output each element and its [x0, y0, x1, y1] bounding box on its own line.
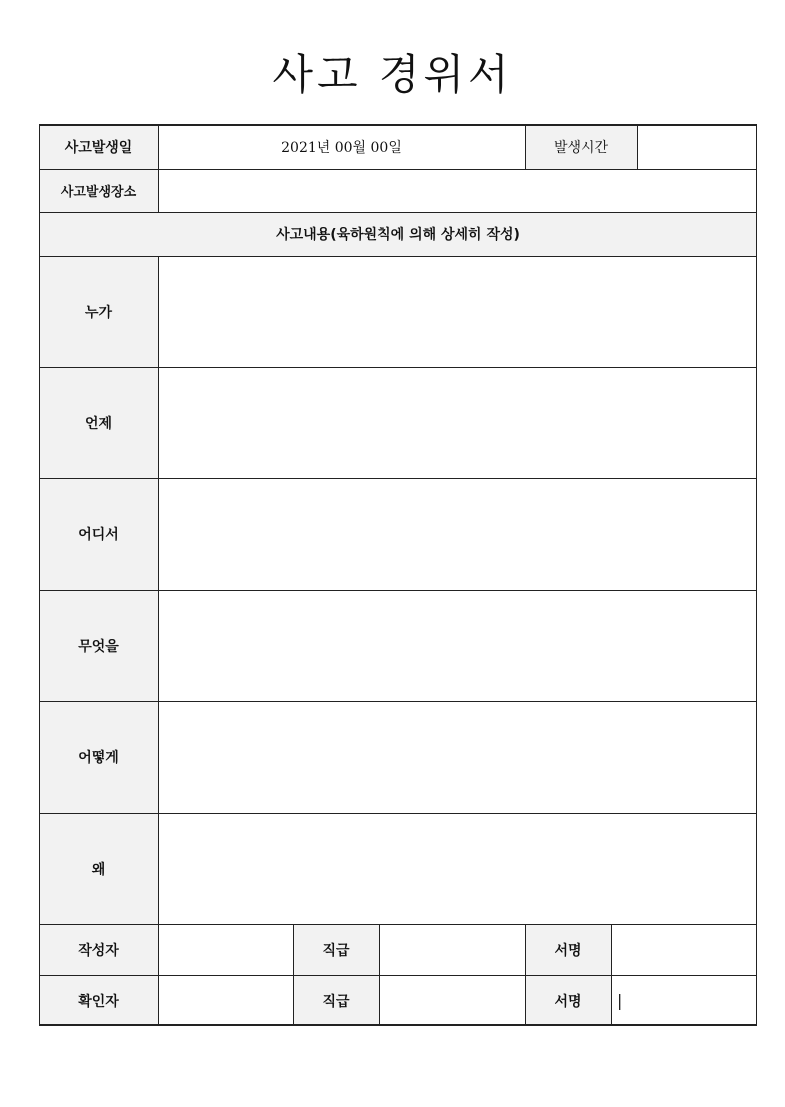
when-label: 언제	[39, 367, 158, 478]
checker-position-label: 직급	[293, 975, 379, 1026]
table-rule	[39, 975, 757, 976]
checker-sign-label: 서명	[525, 975, 611, 1026]
table-rule	[39, 367, 757, 368]
table-rule-vertical	[379, 924, 380, 1026]
time-field[interactable]	[637, 124, 757, 169]
where-label: 어디서	[39, 478, 158, 590]
writer-field[interactable]	[158, 924, 293, 975]
table-rule-vertical	[525, 124, 526, 169]
time-label: 발생시간	[525, 124, 637, 169]
place-field[interactable]	[158, 169, 757, 212]
checker-field[interactable]	[158, 975, 293, 1026]
who-label: 누가	[39, 256, 158, 367]
table-border-right	[756, 124, 757, 1026]
content-section-heading: 사고내용(육하원칙에 의해 상세히 작성)	[39, 212, 757, 256]
table-rule	[39, 924, 757, 925]
table-rule	[39, 813, 757, 814]
table-rule-vertical	[525, 924, 526, 1026]
writer-sign-label: 서명	[525, 924, 611, 975]
why-field[interactable]	[158, 813, 757, 924]
where-field[interactable]	[158, 478, 757, 590]
what-label: 무엇을	[39, 590, 158, 701]
document-title: 사고 경위서	[272, 50, 513, 99]
table-rule	[39, 212, 757, 213]
what-field[interactable]	[158, 590, 757, 701]
table-rule	[39, 478, 757, 479]
writer-label: 작성자	[39, 924, 158, 975]
table-border-top	[39, 124, 757, 126]
checker-sign-field[interactable]: |	[611, 975, 757, 1026]
table-rule	[39, 169, 757, 170]
table-rule-vertical	[158, 256, 159, 1026]
when-field[interactable]	[158, 367, 757, 478]
date-label: 사고발생일	[39, 124, 158, 169]
table-rule-vertical	[637, 124, 638, 169]
writer-position-field[interactable]	[379, 924, 525, 975]
table-rule-vertical	[158, 124, 159, 212]
how-label: 어떻게	[39, 701, 158, 813]
writer-sign-field[interactable]	[611, 924, 757, 975]
accident-report-form	[39, 124, 757, 1026]
table-border-left	[39, 124, 40, 1026]
checker-position-field[interactable]	[379, 975, 525, 1026]
who-field[interactable]	[158, 256, 757, 367]
table-border-bottom	[39, 1024, 757, 1026]
writer-position-label: 직급	[293, 924, 379, 975]
table-rule-vertical	[611, 924, 612, 1026]
checker-label: 확인자	[39, 975, 158, 1026]
date-field[interactable]: 2021년 00월 00일	[158, 124, 525, 169]
table-rule-vertical	[293, 924, 294, 1026]
why-label: 왜	[39, 813, 158, 924]
place-label: 사고발생장소	[39, 169, 158, 212]
table-rule	[39, 590, 757, 591]
table-rule	[39, 256, 757, 257]
how-field[interactable]	[158, 701, 757, 813]
table-rule	[39, 701, 757, 702]
